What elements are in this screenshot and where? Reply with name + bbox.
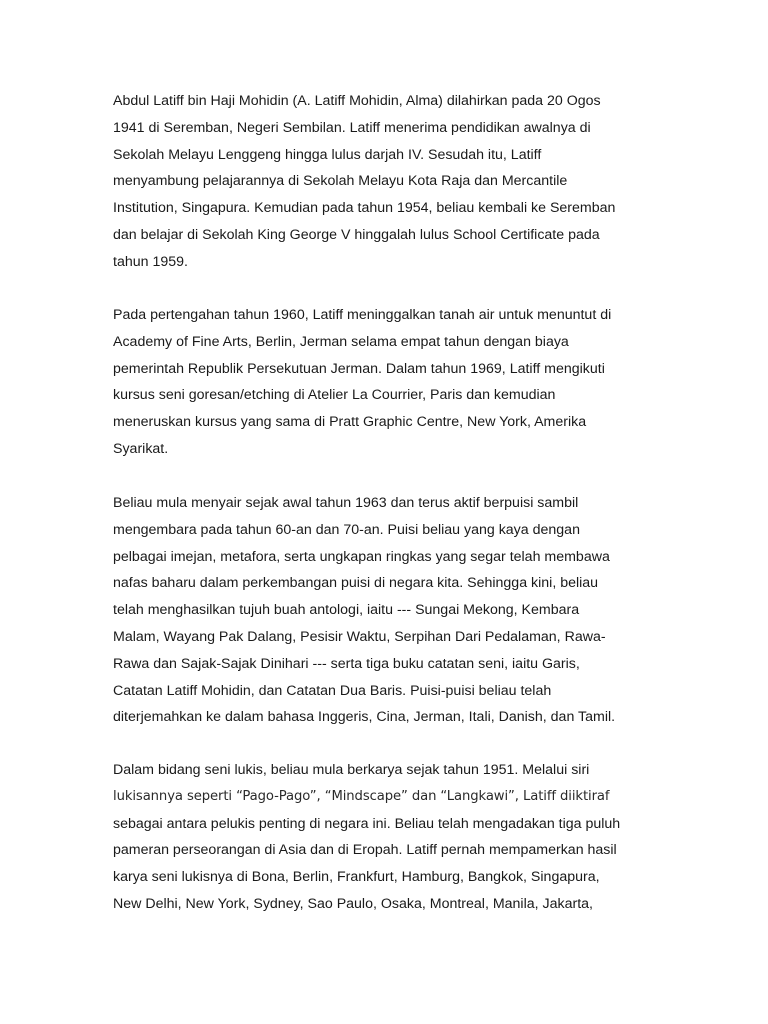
text-line: kursus seni goresan/etching di Atelier La Courrier, Paris dan kemudian bbox=[113, 387, 556, 404]
text-line: pameran perseorangan di Asia dan di Eropah. Latiff pernah mempamerkan hasil bbox=[113, 842, 617, 859]
text-line: telah menghasilkan tujuh buah antologi, iaitu --- Sungai Mekong, Kembara bbox=[113, 602, 580, 619]
text-line: nafas baharu dalam perkembangan puisi di negara kita. Sehingga kini, beliau bbox=[113, 575, 599, 592]
text-line: menyambung pelajarannya di Sekolah Melayu Kota Raja dan Mercantile bbox=[113, 173, 568, 190]
text-line: Pada pertengahan tahun 1960, Latiff meninggalkan tanah air untuk menuntut di bbox=[113, 307, 612, 323]
text-line: dan belajar di Sekolah King George V hinggalah lulus School Certificate pada bbox=[113, 226, 600, 243]
text-line: Institution, Singapura. Kemudian pada tahun 1954, beliau kembali ke Seremban bbox=[113, 200, 616, 217]
text-line: meneruskan kursus yang sama di Pratt Graphic Centre, New York, Amerika bbox=[113, 414, 587, 431]
text-line: mengembara pada tahun 60-an dan 70-an. Puisi beliau yang kaya dengan bbox=[113, 521, 580, 538]
paragraph-biography-early-life bbox=[113, 88, 658, 276]
paragraph-studies-abroad bbox=[113, 302, 658, 463]
text-line: Sekolah Melayu Lenggeng hingga lulus darjah IV. Sesudah itu, Latiff bbox=[113, 146, 542, 163]
text-line: New Delhi, New York, Sydney, Sao Paulo, Osaka, Montreal, Manila, Jakarta, bbox=[113, 895, 593, 912]
text-line: Abdul Latiff bin Haji Mohidin (A. Latiff Mohidin, Alma) dilahirkan pada 20 Ogos bbox=[113, 93, 601, 109]
text-line: pelbagai imejan, metafora, serta ungkapan ringkas yang segar telah membawa bbox=[113, 548, 610, 565]
text-line: karya seni lukisnya di Bona, Berlin, Frankfurt, Hamburg, Bangkok, Singapura, bbox=[113, 869, 600, 886]
text-line: diterjemahkan ke dalam bahasa Inggeris, Cina, Jerman, Itali, Danish, dan Tamil. bbox=[113, 709, 616, 726]
text-line: sebagai antara pelukis penting di negara ini. Beliau telah mengadakan tiga puluh bbox=[113, 815, 621, 832]
paragraph-poetry bbox=[113, 490, 658, 731]
text-line: pemerintah Republik Persekutuan Jerman. Dalam tahun 1969, Latiff mengikuti bbox=[113, 360, 605, 377]
text-line: Malam, Wayang Pak Dalang, Pesisir Waktu, Serpihan Dari Pedalaman, Rawa- bbox=[113, 628, 606, 645]
text-line: 1941 di Seremban, Negeri Sembilan. Latiff menerima pendidikan awalnya di bbox=[113, 119, 591, 136]
paragraph-painting bbox=[113, 757, 658, 918]
text-line: Dalam bidang seni lukis, beliau mula berkarya sejak tahun 1951. Melalui siri bbox=[113, 762, 590, 778]
text-line: Academy of Fine Arts, Berlin, Jerman selama empat tahun dengan biaya bbox=[113, 333, 569, 350]
text-line: Beliau mula menyair sejak awal tahun 1963 dan terus aktif berpuisi sambil bbox=[113, 495, 579, 511]
text-line: Syarikat. bbox=[113, 440, 169, 457]
text-line: Catatan Latiff Mohidin, dan Catatan Dua Baris. Puisi-puisi beliau telah bbox=[113, 682, 552, 699]
text-line: Rawa dan Sajak-Sajak Dinihari --- serta tiga buku catatan seni, iaitu Garis, bbox=[113, 655, 580, 672]
text-line: tahun 1959. bbox=[113, 253, 188, 270]
text-line: lukisannya seperti “Pago-Pago”, “Mindscape” dan “Langkawi”, Latiff diiktiraf bbox=[113, 788, 610, 804]
